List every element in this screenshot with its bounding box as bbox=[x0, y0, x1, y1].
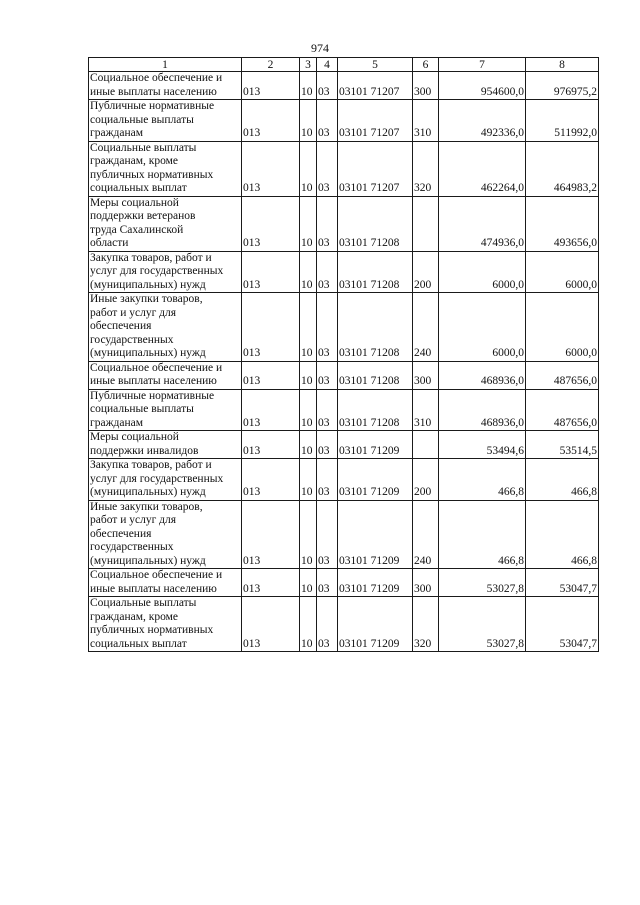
table-row bbox=[89, 100, 599, 142]
section-code-cell: 10 bbox=[300, 500, 317, 569]
amount-year2-cell: 511992,0 bbox=[526, 100, 599, 142]
amount-year2-cell: 976975,2 bbox=[526, 72, 599, 100]
amount-year2-cell: 487656,0 bbox=[526, 361, 599, 389]
amount-year2-cell: 487656,0 bbox=[526, 389, 599, 431]
table-row bbox=[89, 361, 599, 389]
row-name-cell: Меры социальной поддержки ветеранов труда Сахалинской области bbox=[89, 196, 242, 251]
header-cell-2: 2 bbox=[242, 58, 300, 72]
section-code-cell: 10 bbox=[300, 597, 317, 652]
header-cell-5: 5 bbox=[338, 58, 413, 72]
target-article-cell: 03101 71208 bbox=[338, 361, 413, 389]
target-article-cell: 03101 71209 bbox=[338, 569, 413, 597]
amount-year1-cell: 53027,8 bbox=[439, 597, 526, 652]
subsection-code-cell: 03 bbox=[317, 251, 338, 293]
row-name-cell: Социальные выплаты гражданам, кроме публичных нормативных социальных выплат bbox=[89, 141, 242, 196]
subsection-code-cell: 03 bbox=[317, 459, 338, 501]
admin-code-cell: 013 bbox=[242, 597, 300, 652]
admin-code-cell: 013 bbox=[242, 100, 300, 142]
admin-code-cell: 013 bbox=[242, 293, 300, 362]
amount-year1-cell: 474936,0 bbox=[439, 196, 526, 251]
amount-year1-cell: 462264,0 bbox=[439, 141, 526, 196]
subsection-code-cell: 03 bbox=[317, 569, 338, 597]
target-article-cell: 03101 71207 bbox=[338, 141, 413, 196]
amount-year1-cell: 954600,0 bbox=[439, 72, 526, 100]
amount-year2-cell: 53514,5 bbox=[526, 431, 599, 459]
section-code-cell: 10 bbox=[300, 569, 317, 597]
admin-code-cell: 013 bbox=[242, 569, 300, 597]
table-row bbox=[89, 597, 599, 652]
section-code-cell: 10 bbox=[300, 459, 317, 501]
expense-type-cell: 300 bbox=[413, 72, 439, 100]
table-row bbox=[89, 141, 599, 196]
expense-type-cell bbox=[413, 196, 439, 251]
subsection-code-cell: 03 bbox=[317, 389, 338, 431]
row-name-cell: Социальное обеспечение и иные выплаты населению bbox=[89, 361, 242, 389]
admin-code-cell: 013 bbox=[242, 361, 300, 389]
row-name-cell: Социальные выплаты гражданам, кроме публичных нормативных социальных выплат bbox=[89, 597, 242, 652]
section-code-cell: 10 bbox=[300, 293, 317, 362]
expense-type-cell: 300 bbox=[413, 361, 439, 389]
amount-year1-cell: 53027,8 bbox=[439, 569, 526, 597]
target-article-cell: 03101 71209 bbox=[338, 500, 413, 569]
amount-year1-cell: 53494,6 bbox=[439, 431, 526, 459]
budget-table bbox=[88, 57, 599, 652]
subsection-code-cell: 03 bbox=[317, 597, 338, 652]
admin-code-cell: 013 bbox=[242, 459, 300, 501]
subsection-code-cell: 03 bbox=[317, 141, 338, 196]
target-article-cell: 03101 71208 bbox=[338, 389, 413, 431]
amount-year1-cell: 6000,0 bbox=[439, 251, 526, 293]
amount-year1-cell: 468936,0 bbox=[439, 389, 526, 431]
amount-year2-cell: 6000,0 bbox=[526, 293, 599, 362]
expense-type-cell: 320 bbox=[413, 597, 439, 652]
subsection-code-cell: 03 bbox=[317, 100, 338, 142]
table-row bbox=[89, 293, 599, 362]
row-name-cell: Иные закупки товаров, работ и услуг для обеспечения государственных (муниципальных) нужд bbox=[89, 500, 242, 569]
amount-year2-cell: 466,8 bbox=[526, 459, 599, 501]
section-code-cell: 10 bbox=[300, 431, 317, 459]
amount-year2-cell: 466,8 bbox=[526, 500, 599, 569]
admin-code-cell: 013 bbox=[242, 251, 300, 293]
expense-type-cell: 240 bbox=[413, 500, 439, 569]
row-name-cell: Закупка товаров, работ и услуг для государственных (муниципальных) нужд bbox=[89, 251, 242, 293]
admin-code-cell: 013 bbox=[242, 431, 300, 459]
section-code-cell: 10 bbox=[300, 361, 317, 389]
expense-type-cell: 310 bbox=[413, 389, 439, 431]
row-name-cell: Социальное обеспечение и иные выплаты населению bbox=[89, 72, 242, 100]
amount-year1-cell: 468936,0 bbox=[439, 361, 526, 389]
table-row bbox=[89, 500, 599, 569]
section-code-cell: 10 bbox=[300, 72, 317, 100]
admin-code-cell: 013 bbox=[242, 196, 300, 251]
amount-year1-cell: 492336,0 bbox=[439, 100, 526, 142]
admin-code-cell: 013 bbox=[242, 72, 300, 100]
table-row bbox=[89, 251, 599, 293]
subsection-code-cell: 03 bbox=[317, 361, 338, 389]
target-article-cell: 03101 71209 bbox=[338, 431, 413, 459]
page-number: 974 bbox=[311, 41, 329, 55]
amount-year1-cell: 466,8 bbox=[439, 500, 526, 569]
admin-code-cell: 013 bbox=[242, 141, 300, 196]
target-article-cell: 03101 71208 bbox=[338, 251, 413, 293]
header-cell-4: 4 bbox=[317, 58, 338, 72]
row-name-cell: Социальное обеспечение и иные выплаты населению bbox=[89, 569, 242, 597]
expense-type-cell: 200 bbox=[413, 459, 439, 501]
subsection-code-cell: 03 bbox=[317, 196, 338, 251]
amount-year2-cell: 6000,0 bbox=[526, 251, 599, 293]
amount-year2-cell: 53047,7 bbox=[526, 597, 599, 652]
section-code-cell: 10 bbox=[300, 100, 317, 142]
header-cell-3: 3 bbox=[300, 58, 317, 72]
expense-type-cell: 200 bbox=[413, 251, 439, 293]
header-row bbox=[89, 58, 599, 72]
amount-year1-cell: 6000,0 bbox=[439, 293, 526, 362]
subsection-code-cell: 03 bbox=[317, 293, 338, 362]
admin-code-cell: 013 bbox=[242, 389, 300, 431]
subsection-code-cell: 03 bbox=[317, 500, 338, 569]
expense-type-cell: 240 bbox=[413, 293, 439, 362]
table-row bbox=[89, 459, 599, 501]
target-article-cell: 03101 71209 bbox=[338, 459, 413, 501]
row-name-cell: Меры социальной поддержки инвалидов bbox=[89, 431, 242, 459]
header-cell-1: 1 bbox=[89, 58, 242, 72]
subsection-code-cell: 03 bbox=[317, 72, 338, 100]
target-article-cell: 03101 71208 bbox=[338, 196, 413, 251]
expense-type-cell: 300 bbox=[413, 569, 439, 597]
expense-type-cell: 320 bbox=[413, 141, 439, 196]
table-row bbox=[89, 72, 599, 100]
table-row bbox=[89, 431, 599, 459]
expense-type-cell bbox=[413, 431, 439, 459]
table-body bbox=[89, 72, 599, 652]
target-article-cell: 03101 71209 bbox=[338, 597, 413, 652]
row-name-cell: Закупка товаров, работ и услуг для государственных (муниципальных) нужд bbox=[89, 459, 242, 501]
section-code-cell: 10 bbox=[300, 389, 317, 431]
section-code-cell: 10 bbox=[300, 251, 317, 293]
amount-year2-cell: 493656,0 bbox=[526, 196, 599, 251]
row-name-cell: Иные закупки товаров, работ и услуг для обеспечения государственных (муниципальных) нужд bbox=[89, 293, 242, 362]
target-article-cell: 03101 71208 bbox=[338, 293, 413, 362]
row-name-cell: Публичные нормативные социальные выплаты гражданам bbox=[89, 100, 242, 142]
section-code-cell: 10 bbox=[300, 196, 317, 251]
target-article-cell: 03101 71207 bbox=[338, 100, 413, 142]
amount-year2-cell: 464983,2 bbox=[526, 141, 599, 196]
admin-code-cell: 013 bbox=[242, 500, 300, 569]
subsection-code-cell: 03 bbox=[317, 431, 338, 459]
target-article-cell: 03101 71207 bbox=[338, 72, 413, 100]
row-name-cell: Публичные нормативные социальные выплаты гражданам bbox=[89, 389, 242, 431]
header-cell-7: 7 bbox=[439, 58, 526, 72]
header-cell-8: 8 bbox=[526, 58, 599, 72]
amount-year2-cell: 53047,7 bbox=[526, 569, 599, 597]
section-code-cell: 10 bbox=[300, 141, 317, 196]
header-cell-6: 6 bbox=[413, 58, 439, 72]
expense-type-cell: 310 bbox=[413, 100, 439, 142]
amount-year1-cell: 466,8 bbox=[439, 459, 526, 501]
table-row bbox=[89, 389, 599, 431]
table-row bbox=[89, 569, 599, 597]
table-row bbox=[89, 196, 599, 251]
